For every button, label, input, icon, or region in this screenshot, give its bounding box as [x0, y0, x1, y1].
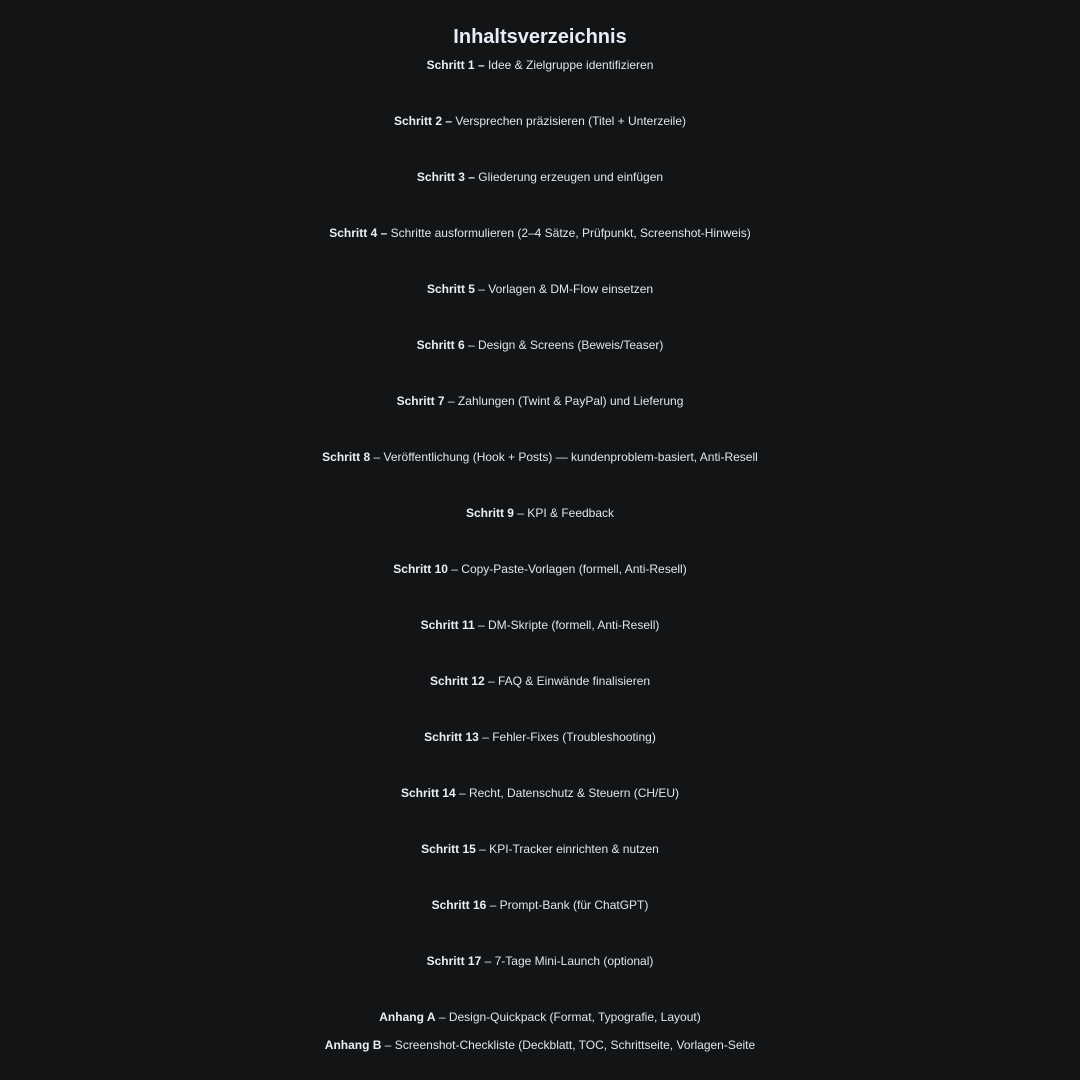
toc-entry-step-17 [0, 948, 1080, 974]
toc-entry-label: Schritt 15 [421, 842, 476, 856]
toc-entry-text: – DM-Skripte (formell, Anti-Resell) [474, 618, 660, 632]
toc-entry-label: Schritt 10 [393, 562, 448, 576]
toc-entry-label: Schritt 8 [322, 450, 371, 464]
toc-entry-label: Schritt 17 [426, 954, 482, 968]
toc-entry-text: – Veröffentlichung (Hook + Posts) — kundenproblem-basiert, Anti-Resell [370, 450, 758, 464]
toc-entry-step-13 [0, 724, 1080, 750]
toc-entry-text: – Copy-Paste-Vorlagen (formell, Anti-Resell) [447, 562, 687, 576]
toc-entry-label: Schritt 1 – [426, 58, 485, 72]
toc-entry-step-4 [0, 220, 1080, 246]
toc-entry-text: – 7-Tage Mini-Launch (optional) [481, 954, 654, 968]
toc-entry-appendix-a [0, 1004, 1080, 1030]
toc-entry-label: Anhang A [379, 1010, 436, 1024]
toc-entry-step-16 [0, 892, 1080, 918]
toc-entry-text: – Fehler-Fixes (Troubleshooting) [478, 730, 656, 744]
toc-entry-text: – Zahlungen (Twint & PayPal) und Lieferung [444, 394, 684, 408]
toc-entry-text: – Prompt-Bank (für ChatGPT) [486, 898, 649, 912]
toc-title: Inhaltsverzeichnis [453, 26, 627, 48]
toc-entry-label: Schritt 2 – [393, 114, 453, 128]
toc-entry-step-14 [0, 780, 1080, 806]
toc-entry-label: Schritt 12 [429, 674, 485, 688]
toc-entry-text: – Design & Screens (Beweis/Teaser) [464, 338, 664, 352]
toc-entry-label: Schritt 13 [424, 730, 479, 744]
toc-entry-label: Schritt 3 – [416, 170, 475, 184]
toc-entry-label: Schritt 6 [416, 338, 465, 352]
toc-entry-step-1 [0, 52, 1080, 78]
toc-entry-text: – Vorlagen & DM-Flow einsetzen [474, 282, 654, 296]
toc-entry-step-11 [0, 612, 1080, 638]
toc-entry-label: Schritt 4 – [329, 226, 388, 240]
toc-entry-step-8 [0, 444, 1080, 470]
toc-entry-text: Gliederung erzeugen und einfügen [474, 170, 664, 184]
toc-entry-label: Schritt 5 [426, 282, 475, 296]
toc-entry-text: – KPI & Feedback [513, 506, 615, 520]
toc-entry-step-12 [0, 668, 1080, 694]
toc-entry-label: Anhang B [324, 1038, 382, 1052]
toc-entry-step-10 [0, 556, 1080, 582]
toc-entry-step-15 [0, 836, 1080, 862]
toc-entry-text: – Recht, Datenschutz & Steuern (CH/EU) [455, 786, 680, 800]
toc-entry-step-2 [0, 108, 1080, 134]
toc-entry-text: Versprechen präzisieren (Titel + Unterzeile) [452, 114, 687, 128]
toc-entry-label: Schritt 9 [465, 506, 514, 520]
toc-entry-appendix-b [0, 1032, 1080, 1058]
toc-entry-text: – FAQ & Einwände finalisieren [484, 674, 651, 688]
toc-entry-label: Schritt 14 [400, 786, 456, 800]
toc-entry-text: – Screenshot-Checkliste (Deckblatt, TOC, Schrittseite, Vorlagen-Seite [381, 1038, 756, 1052]
toc-entry-text: – Design-Quickpack (Format, Typografie, Layout) [435, 1010, 701, 1024]
toc-entry-text: Schritte ausformulieren (2–4 Sätze, Prüfpunkt, Screenshot-Hinweis) [387, 226, 751, 240]
toc-entry-step-7 [0, 388, 1080, 414]
toc-entry-label: Schritt 11 [420, 618, 475, 632]
toc-entry-step-5 [0, 276, 1080, 302]
toc-entry-step-3 [0, 164, 1080, 190]
toc-entry-step-6 [0, 332, 1080, 358]
toc-entry-text: – KPI-Tracker einrichten & nutzen [475, 842, 659, 856]
toc-entry-label: Schritt 7 [396, 394, 445, 408]
toc-entry-text: Idee & Zielgruppe identifizieren [484, 58, 654, 72]
toc-entry-label: Schritt 16 [431, 898, 487, 912]
toc-entry-step-9 [0, 500, 1080, 526]
